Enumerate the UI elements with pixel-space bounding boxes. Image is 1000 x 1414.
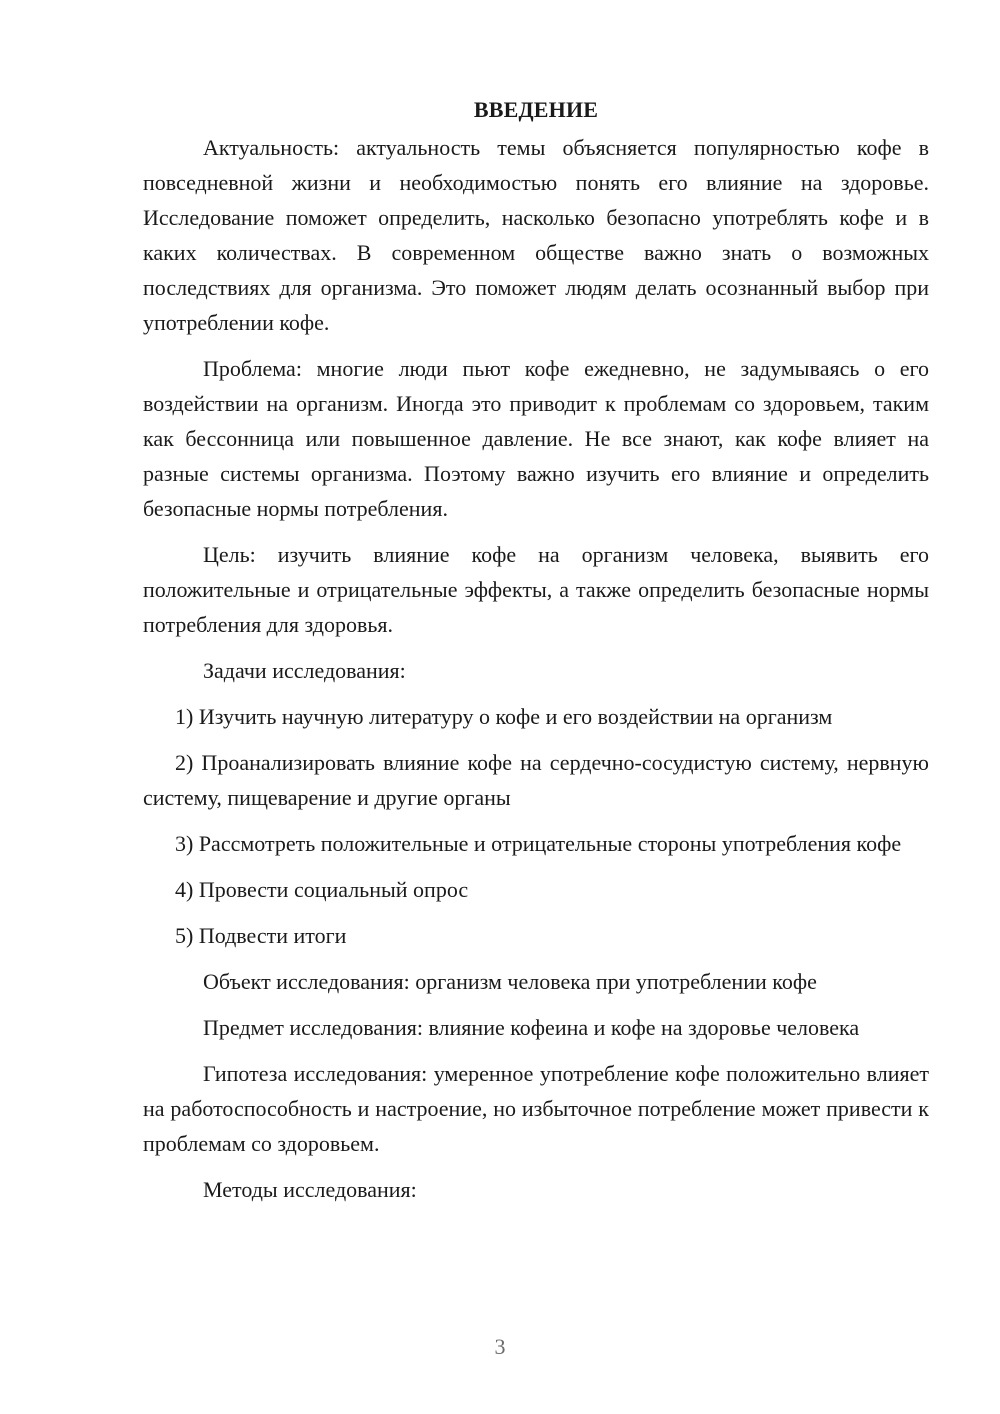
task-item-1: 1) Изучить научную литературу о кофе и его воздействии на организм — [175, 704, 833, 729]
paragraph-object: Объект исследования: организм человека при употреблении кофе — [203, 969, 817, 994]
task-item-4: 4) Провести социальный опрос — [175, 877, 469, 902]
task-item-2: 2) Проанализировать влияние кофе на сердечно-сосудистую систему, нервную систему, пищеварение и другие органы — [143, 750, 929, 810]
paragraph-subject: Предмет исследования: влияние кофеина и кофе на здоровье человека — [203, 1015, 860, 1040]
page-title: ВВЕДЕНИЕ — [473, 97, 599, 122]
task-item-5: 5) Подвести итоги — [175, 923, 347, 948]
page-number: 3 — [494, 1334, 506, 1359]
document-page — [143, 94, 929, 1218]
paragraph-problem: Проблема: многие люди пьют кофе ежедневно, не задумываясь о его воздействии на организм. Иногда это приводит к проблемам со здоровьем, таким как бессонница или повышенное давление. Не все знают, как кофе влияет на разные системы организма. Поэтому важно изучить его влияние и определить безопасные нормы потребления. — [143, 356, 929, 521]
task-item-3: 3) Рассмотреть положительные и отрицательные стороны употребления кофе — [175, 831, 902, 856]
paragraph-goal: Цель: изучить влияние кофе на организм человека, выявить его положительные и отрицательные эффекты, а также определить безопасные нормы потребления для здоровья. — [143, 542, 929, 637]
tasks-title: Задачи исследования: — [203, 658, 406, 683]
methods-title: Методы исследования: — [203, 1177, 417, 1202]
paragraph-hypothesis: Гипотеза исследования: умеренное употребление кофе положительно влияет на работоспособность и настроение, но избыточное потребление может привести к проблемам со здоровьем. — [143, 1061, 929, 1156]
paragraph-relevance: Актуальность: актуальность темы объясняется популярностью кофе в повседневной жизни и необходимостью понять его влияние на здоровье. Исследование поможет определить, насколько безопасно употреблять кофе и в каких количествах. В современном обществе важно знать о возможных последствиях для организма. Это поможет людям делать осознанный выбор при употреблении кофе. — [143, 135, 929, 335]
